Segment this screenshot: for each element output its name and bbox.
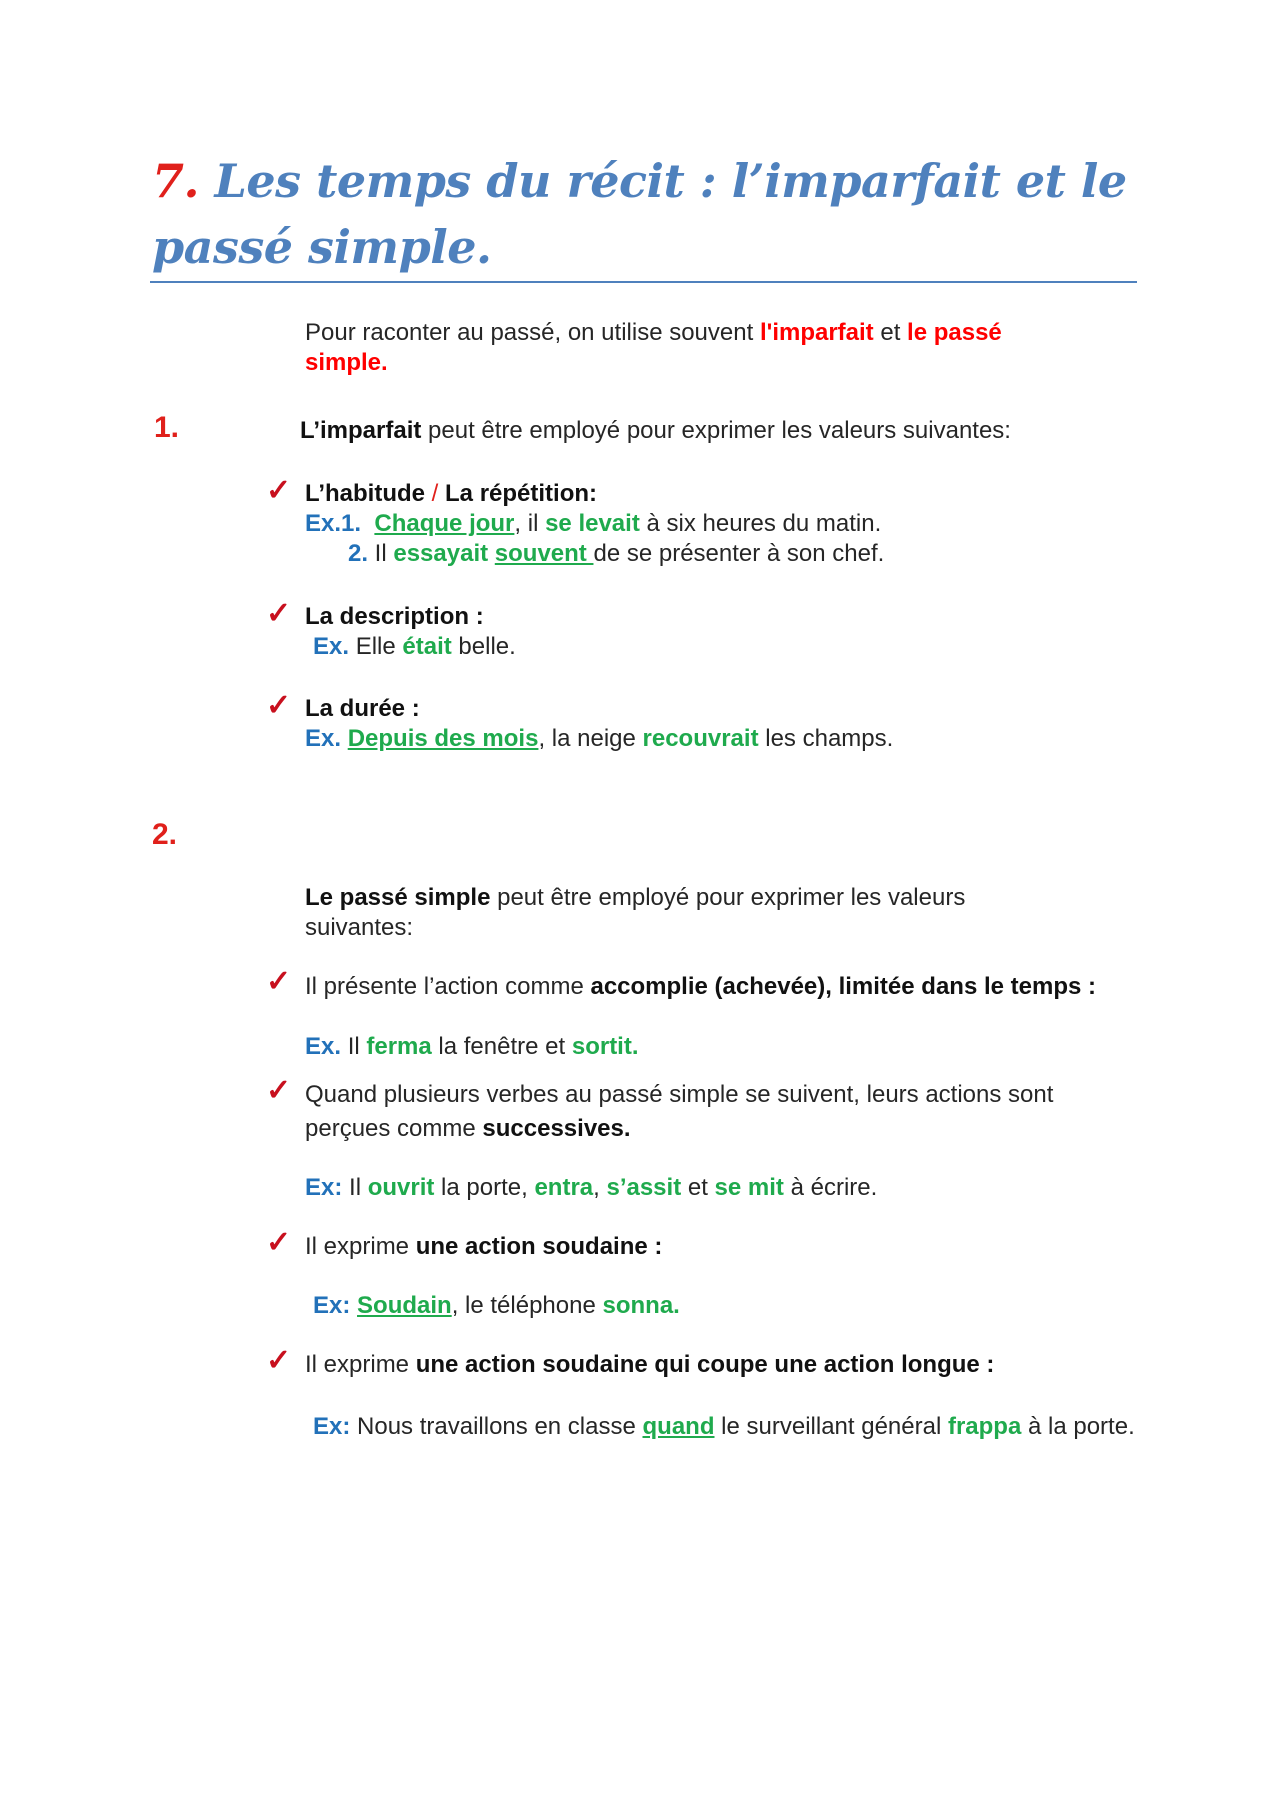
example-text: , le téléphone	[451, 1292, 603, 1319]
section-2-number: 2.	[152, 818, 178, 851]
example-text: Elle	[349, 633, 403, 660]
example-verb: sortit.	[571, 1033, 639, 1060]
heading-habitude: L’habitude	[305, 480, 432, 507]
item-text-bold: successives.	[482, 1115, 631, 1142]
example-verb: recouvrait	[642, 725, 759, 752]
example-label: 2.	[348, 540, 369, 567]
example-text: la porte,	[434, 1174, 535, 1201]
example-underlined: Chaque jour	[374, 510, 515, 537]
example-coupe	[305, 1409, 1140, 1445]
section-1-lead-term: L’imparfait	[300, 417, 422, 444]
example-text: de se présenter à son chef.	[593, 540, 885, 567]
section-1-number: 1.	[154, 411, 180, 444]
check-icon: ✓	[266, 689, 292, 722]
example-verb: se levait	[545, 510, 640, 537]
example-label: Ex.	[305, 725, 342, 752]
example-verb: ouvrit	[367, 1174, 435, 1201]
check-icon: ✓	[266, 1074, 292, 1107]
section-2-lead-term: Le passé simple	[305, 884, 491, 911]
example-label: Ex:	[313, 1413, 351, 1440]
item-text-bold: une action soudaine :	[415, 1233, 663, 1260]
intro-term-passe-simple: le passé simple.	[305, 319, 1002, 376]
item-description-heading: La description :	[305, 603, 484, 630]
check-icon: ✓	[266, 965, 292, 998]
example-text: Il	[368, 540, 394, 567]
title-underline	[150, 281, 1137, 283]
example-text: Nous travaillons en classe	[350, 1413, 643, 1440]
item-text-bold: accomplie (achevée), limitée dans le temps :	[590, 973, 1097, 1000]
item-text-bold: une action soudaine qui coupe une action longue :	[415, 1351, 995, 1378]
title-number: 7.	[152, 154, 200, 208]
intro-text-mid: et	[873, 319, 908, 346]
example-underlined: Depuis des mois	[347, 725, 539, 752]
item-habitude-heading	[305, 479, 597, 509]
example-text: Il	[341, 1033, 367, 1060]
example-soudaine	[313, 1291, 680, 1321]
example-verb: frappa	[947, 1413, 1022, 1440]
intro-term-imparfait: l'imparfait	[759, 319, 874, 346]
check-icon: ✓	[266, 1226, 292, 1259]
example-successives	[305, 1173, 877, 1203]
item-duree-heading: La durée :	[305, 695, 420, 722]
heading-separator: /	[431, 480, 439, 507]
example-text: à écrire.	[783, 1174, 878, 1201]
example-text: Il	[342, 1174, 368, 1201]
section-1-lead-text: peut être employé pour exprimer les valeurs suivantes:	[421, 417, 1011, 444]
example-label: Ex:	[305, 1174, 343, 1201]
page-title	[152, 148, 1142, 280]
example-text: à six heures du matin.	[639, 510, 882, 537]
example-2-line	[348, 539, 884, 569]
example-text: à la porte.	[1021, 1413, 1135, 1440]
example-label: Ex:	[313, 1292, 351, 1319]
example-verb: était	[402, 633, 452, 660]
example-label: Ex.	[313, 633, 350, 660]
example-text: ,	[593, 1174, 607, 1201]
example-text: et	[681, 1174, 715, 1201]
item-soudaine-text	[305, 1232, 662, 1262]
example-text: , il	[514, 510, 546, 537]
example-text: belle.	[451, 633, 516, 660]
example-label: Ex.	[305, 1033, 342, 1060]
example-duree	[305, 724, 893, 754]
section-1-lead	[300, 416, 1120, 446]
example-verb: s’assit	[606, 1174, 682, 1201]
example-verb: sonna.	[602, 1292, 680, 1319]
example-1-line	[305, 509, 881, 539]
example-underlined: Soudain	[357, 1292, 452, 1319]
item-coupe-text	[305, 1350, 994, 1380]
example-verb: se mit	[714, 1174, 784, 1201]
check-icon: ✓	[266, 1344, 292, 1377]
example-text: le surveillant général	[714, 1413, 948, 1440]
example-text: , la neige	[538, 725, 643, 752]
example-text: les champs.	[758, 725, 894, 752]
example-label: Ex.1.	[305, 510, 362, 537]
check-icon: ✓	[266, 597, 292, 630]
item-successives-text	[305, 1078, 1135, 1146]
example-text: la fenêtre et	[431, 1033, 572, 1060]
section-2-lead-text: peut être employé pour exprimer les valeurs suivantes:	[305, 884, 966, 941]
intro-text: Pour raconter au passé, on utilise souvent	[305, 319, 760, 346]
item-text: Quand plusieurs verbes au passé simple se suivent, leurs actions sont perçues comme	[305, 1081, 1054, 1142]
example-underlined: souvent	[494, 540, 594, 567]
heading-repetition: La répétition:	[438, 480, 598, 507]
example-verb: ferma	[366, 1033, 432, 1060]
example-underlined: quand	[642, 1413, 715, 1440]
example-verb: essayait	[393, 540, 489, 567]
example-verb: entra	[534, 1174, 594, 1201]
intro-paragraph	[305, 318, 1085, 378]
example-description	[313, 632, 516, 662]
section-2-lead	[305, 883, 1065, 943]
item-accomplie-text	[305, 972, 1105, 1002]
check-icon: ✓	[266, 474, 292, 507]
title-text: Les temps du récit : l’imparfait et le passé simple.	[152, 154, 1127, 274]
item-text: Il exprime	[305, 1233, 416, 1260]
example-accomplie	[305, 1032, 639, 1062]
item-text: Il présente l’action comme	[305, 973, 591, 1000]
item-text: Il exprime	[305, 1351, 416, 1378]
